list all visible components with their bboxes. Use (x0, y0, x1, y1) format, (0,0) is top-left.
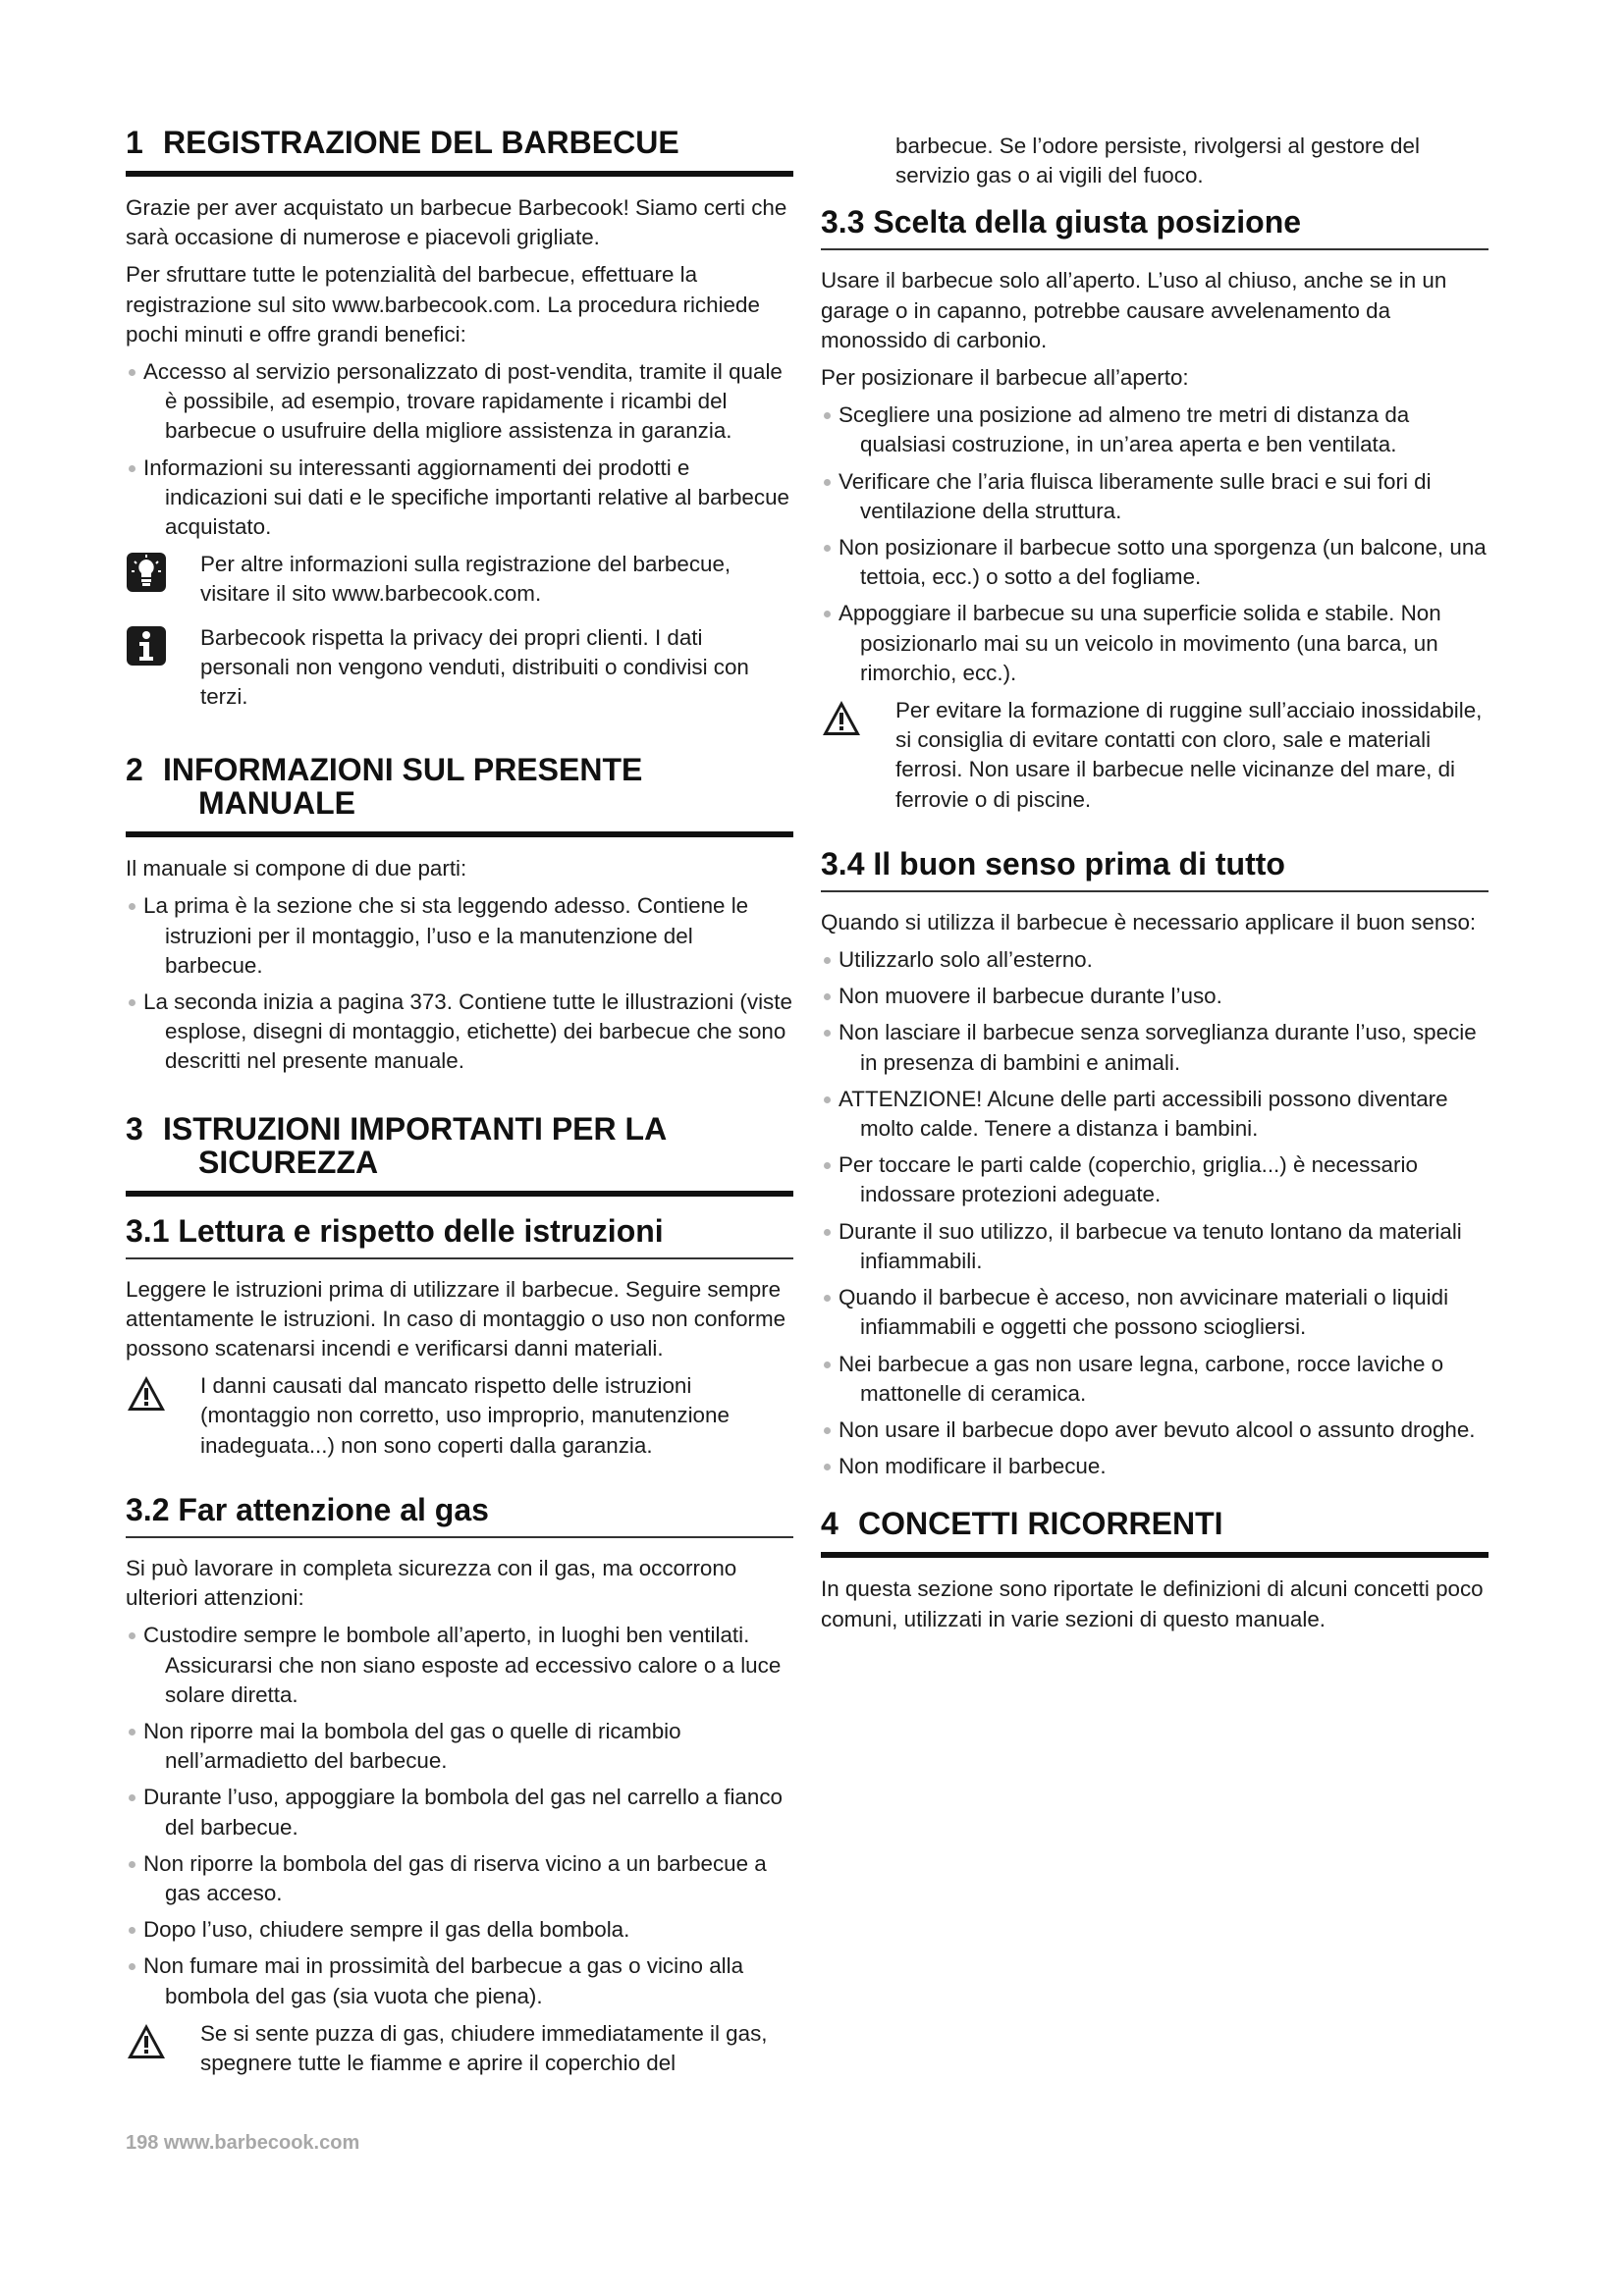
section-3-4-list (821, 945, 1489, 1481)
section-3-1-heading: 3.1 Lettura e rispetto delle istruzioni (126, 1213, 793, 1259)
warning-note (126, 2019, 793, 2078)
right-column (821, 132, 1489, 1642)
section-3-4-heading: 3.4 Il buon senso prima di tutto (821, 846, 1489, 892)
list-item: Informazioni su interessanti aggiornamenti dei prodotti e indicazioni sui dati e le specifiche importanti relative al barbecue acquistato. (126, 454, 793, 543)
section-2-intro: Il manuale si compone di due parti: (126, 856, 467, 881)
list-item: Dopo l’uso, chiudere sempre il gas della bombola. (126, 1915, 793, 1945)
warning-text-continued: barbecue. Se l’odore persiste, rivolgersi al gestore del servizio gas o ai vigili del fuoco. (895, 133, 1420, 188)
list-item: Nei barbecue a gas non usare legna, carbone, rocce laviche o mattonelle di ceramica. (821, 1350, 1489, 1409)
list-item: Non riporre la bombola del gas di riserva vicino a un barbecue a gas acceso. (126, 1849, 793, 1908)
list-item: Quando il barbecue è acceso, non avvicinare materiali o liquidi infiammabili e oggetti che possono sciogliersi. (821, 1283, 1489, 1342)
section-3-3-list (821, 400, 1489, 688)
warning-text: Se si sente puzza di gas, chiudere immediatamente il gas, spegnere tutte le fiamme e aprire il coperchio del (200, 2020, 768, 2075)
section-4-heading: 4 CONCETTI RICORRENTI (821, 1507, 1489, 1558)
list-item: Non riporre mai la bombola del gas o quelle di ricambio nell’armadietto del barbecue. (126, 1717, 793, 1776)
list-item: Non fumare mai in prossimità del barbecue a gas o vicino alla bombola del gas (sia vuota che piena). (126, 1951, 793, 2010)
info-icon (126, 625, 167, 667)
lightbulb-icon (126, 552, 167, 593)
list-item: Non lasciare il barbecue senza sorveglianza durante l’uso, specie in presenza di bambini e animali. (821, 1018, 1489, 1077)
info-text: Barbecook rispetta la privacy dei propri clienti. I dati personali non vengono venduti, distribuiti o condivisi con terzi. (200, 624, 749, 710)
section-3-2-heading: 3.2 Far attenzione al gas (126, 1492, 793, 1538)
info-note (126, 623, 793, 713)
list-item: Scegliere una posizione ad almeno tre metri di distanza da qualsiasi costruzione, in un’area aperta e ben ventilata. (821, 400, 1489, 459)
list-item: ATTENZIONE! Alcune delle parti accessibili possono diventare molto calde. Tenere a distanza i bambini. (821, 1085, 1489, 1144)
section-3-3-heading: 3.3 Scelta della giusta posizione (821, 204, 1489, 250)
tip-text: Per altre informazioni sulla registrazione del barbecue, visitare il sito www.barbecook.com. (200, 552, 731, 607)
page-footer: 198 www.barbecook.com (126, 2132, 360, 2154)
list-item: Non modificare il barbecue. (821, 1452, 1489, 1481)
list-item: Durante il suo utilizzo, il barbecue va tenuto lontano da materiali infiammabili. (821, 1217, 1489, 1276)
warning-icon (126, 1373, 167, 1415)
section-3-4-intro: Quando si utilizza il barbecue è necessario applicare il buon senso: (821, 909, 1477, 934)
section-3-1-text: Leggere le istruzioni prima di utilizzare il barbecue. Seguire sempre attentamente le istruzioni. In caso di montaggio o uso non conforme possono scatenarsi incendi e verificarsi danni materiali. (126, 1276, 786, 1362)
section-1-registration: Per sfruttare tutte le potenzialità del barbecue, effettuare la registrazione sul sito www.barbecook.com. La procedura richiede pochi minuti e offre grandi benefici: (126, 262, 760, 347)
warning-note (821, 696, 1489, 815)
section-3-3-text: Usare il barbecue solo all’aperto. L’uso al chiuso, anche se in un garage o in capanno, potrebbe causare avvelenamento da monossido di carbonio. (821, 268, 1447, 352)
list-item: La seconda inizia a pagina 373. Contiene tutte le illustrazioni (viste esplose, disegni di montaggio, etichette) dei barbecue che sono descritti nel presente manuale. (126, 988, 793, 1077)
warning-note (126, 1371, 793, 1461)
list-item: Per toccare le parti calde (coperchio, griglia...) è necessario indossare protezioni adeguate. (821, 1150, 1489, 1209)
list-item: Verificare che l’aria fluisca liberamente sulle braci e sui fori di ventilazione della struttura. (821, 467, 1489, 526)
tip-note (126, 550, 793, 609)
left-column (126, 126, 793, 2092)
list-item: Non usare il barbecue dopo aver bevuto alcool o assunto droghe. (821, 1415, 1489, 1445)
section-1-benefits-list (126, 357, 793, 542)
section-4-text: In questa sezione sono riportate le definizioni di alcuni concetti poco comuni, utilizzati in varie sezioni di questo manuale. (821, 1576, 1484, 1631)
list-item: Utilizzarlo solo all’esterno. (821, 945, 1489, 975)
list-item: Appoggiare il barbecue su una superficie solida e stabile. Non posizionarlo mai su un veicolo in movimento (una barca, un rimorchio, ecc.). (821, 599, 1489, 688)
list-item: Non muovere il barbecue durante l’uso. (821, 982, 1489, 1011)
list-item: Accesso al servizio personalizzato di post-vendita, tramite il quale è possibile, ad esempio, trovare rapidamente i ricambi del barbecue o usufruire della migliore assistenza in garanzia. (126, 357, 793, 447)
warning-text: I danni causati dal mancato rispetto delle istruzioni (montaggio non corretto, uso improprio, manutenzione inadeguata...) non sono coperti dalla garanzia. (200, 1373, 730, 1458)
warning-icon (821, 698, 862, 739)
section-2-heading: 2 INFORMAZIONI SUL PRESENTE MANUALE (126, 753, 793, 837)
section-3-2-intro: Si può lavorare in completa sicurezza con il gas, ma occorrono ulteriori attenzioni: (126, 1555, 737, 1611)
section-1-intro: Grazie per aver acquistato un barbecue Barbecook! Siamo certi che sarà occasione di numerose e piacevoli grigliate. (126, 195, 787, 250)
list-item: La prima è la sezione che si sta leggendo adesso. Contiene le istruzioni per il montaggio, l’uso e la manutenzione del barbecue. (126, 891, 793, 981)
warning-icon (126, 2021, 167, 2062)
section-3-heading: 3 ISTRUZIONI IMPORTANTI PER LA SICUREZZA (126, 1112, 793, 1197)
list-item: Custodire sempre le bombole all’aperto, in luoghi ben ventilati. Assicurarsi che non siano esposte ad eccessivo calore o a luce solare diretta. (126, 1621, 793, 1710)
section-3-3-intro: Per posizionare il barbecue all’aperto: (821, 365, 1189, 391)
list-item: Durante l’uso, appoggiare la bombola del gas nel carrello a fianco del barbecue. (126, 1783, 793, 1842)
list-item: Non posizionare il barbecue sotto una sporgenza (un balcone, una tettoia, ecc.) o sotto a del fogliame. (821, 533, 1489, 592)
warning-note-continued (821, 132, 1489, 190)
section-2-list (126, 891, 793, 1076)
section-3-2-list (126, 1621, 793, 2010)
section-1-heading: 1 REGISTRAZIONE DEL BARBECUE (126, 126, 793, 177)
warning-text: Per evitare la formazione di ruggine sull’acciaio inossidabile, si consiglia di evitare contatti con cloro, sale e materiali ferrosi. Non usare il barbecue nelle vicinanze del mare, di ferrovie o di piscine. (895, 698, 1483, 812)
